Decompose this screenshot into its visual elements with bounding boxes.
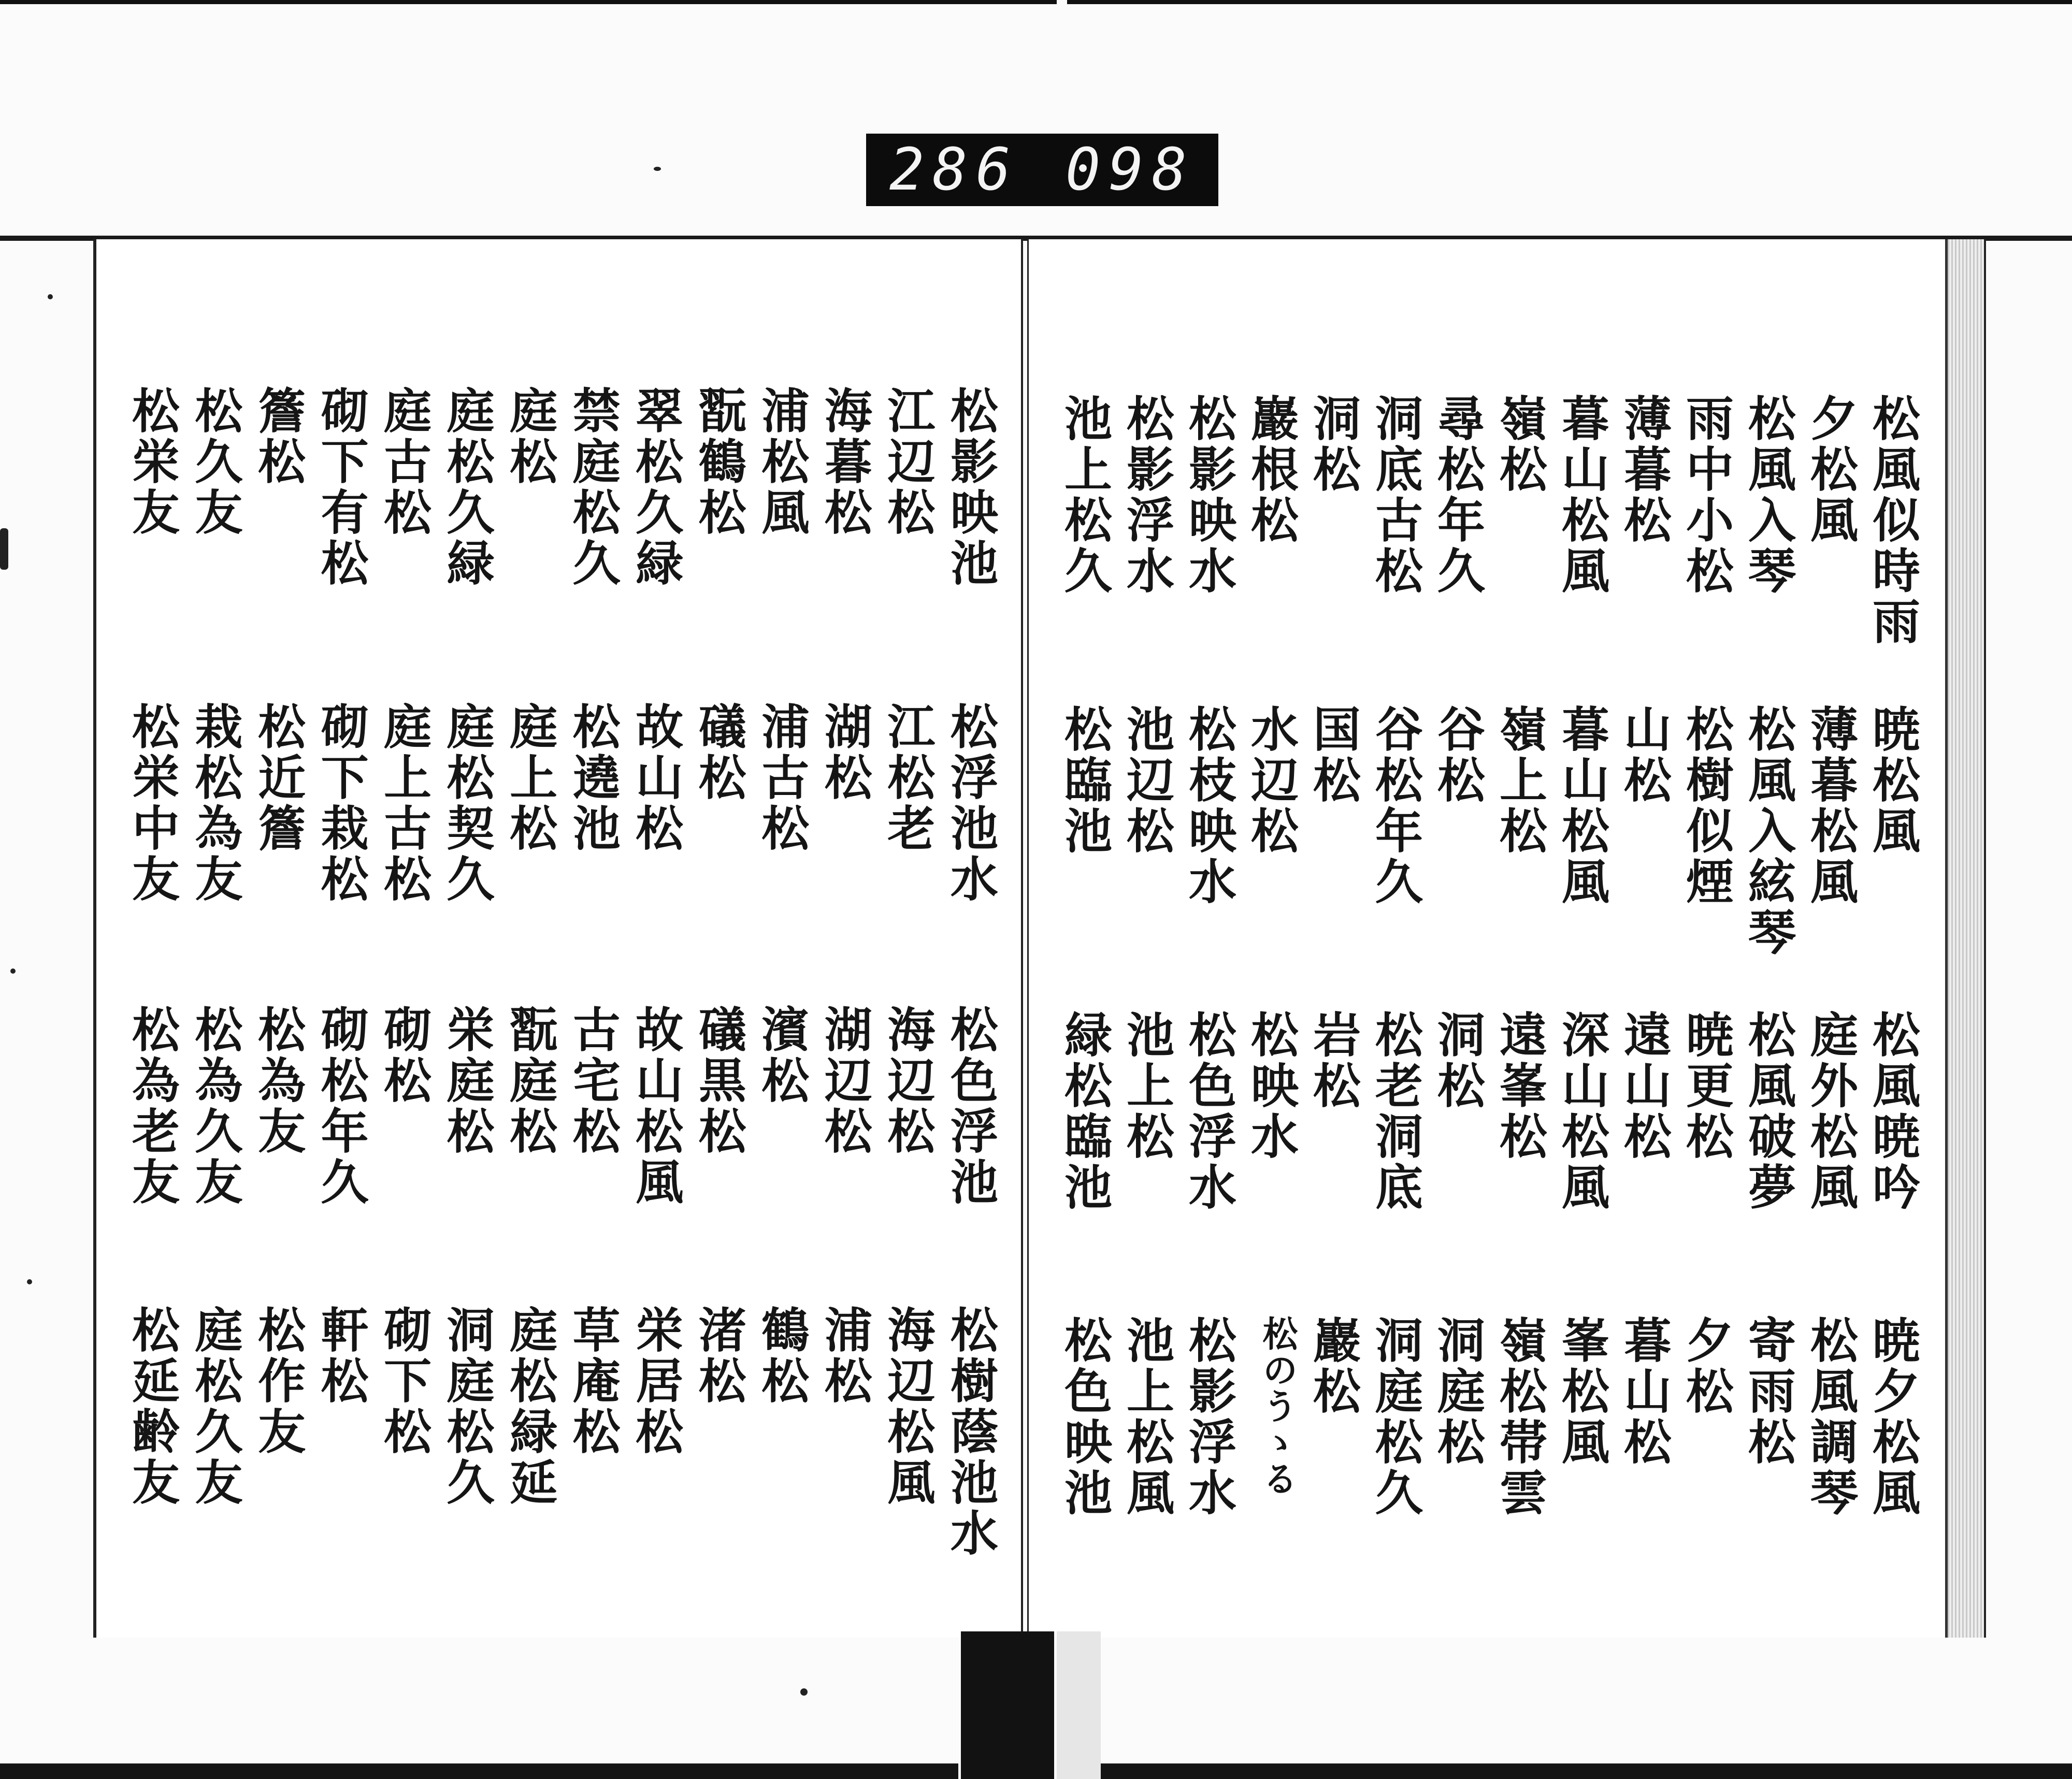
topic-entry: 暁松風: [1865, 704, 1921, 857]
topic-entry: 洞松: [1305, 394, 1361, 495]
topic-entry: 庭松久緑: [439, 386, 495, 589]
topic-entry: 松為友: [250, 1005, 307, 1157]
topic-entry: 松延齢友: [124, 1305, 180, 1508]
scan-speck: [0, 528, 8, 570]
topic-entry: 暮山松: [1616, 1315, 1672, 1468]
topic-entry: 尋松年久: [1430, 394, 1486, 597]
right-page-row-1: [1057, 394, 1921, 647]
topic-entry: 松老洞底: [1368, 1010, 1423, 1213]
scan-speck: [10, 968, 16, 974]
topic-entry: 洞庭松久: [439, 1305, 495, 1508]
topic-entry: 洞底古松: [1368, 394, 1423, 597]
right-page-row-3: [1057, 1010, 1921, 1213]
scan-top-gap: [1057, 0, 1067, 4]
topic-entry: 簷松: [250, 386, 307, 487]
topic-entry: 庭松久友: [187, 1305, 243, 1508]
topic-entry: 礒黒松: [690, 1005, 747, 1157]
topic-entry: 庭松契久: [439, 702, 495, 905]
topic-entry: 嶺松帯雲: [1492, 1315, 1548, 1518]
topic-entry: 遠峯松: [1492, 1010, 1548, 1162]
scan-speck: [654, 167, 661, 171]
topic-entry: 海辺松風: [880, 1305, 936, 1508]
topic-entry: 松色浮水: [1181, 1010, 1237, 1213]
topic-entry: 故山松風: [628, 1005, 684, 1208]
frame-number-left: 286: [889, 136, 1019, 204]
topic-entry: 松枝映水: [1181, 704, 1237, 907]
topic-entry: 江辺松: [880, 386, 936, 538]
topic-entry: 松風調琴: [1803, 1315, 1859, 1518]
topic-entry: 松栄友: [124, 386, 180, 538]
topic-entry: 松臨池: [1057, 704, 1113, 857]
topic-entry: 庭上古松: [376, 702, 433, 905]
topic-entry: 岩松: [1305, 1010, 1361, 1111]
topic-entry: 松樹似煙: [1678, 704, 1734, 907]
topic-entry: 嶺松: [1492, 394, 1548, 495]
topic-entry: 巖松: [1305, 1315, 1361, 1417]
frame-number-right: 098: [1065, 136, 1196, 204]
topic-entry: 遠山松: [1616, 1010, 1672, 1162]
topic-entry: 庭上松: [502, 702, 558, 854]
topic-entry: 草庵松: [565, 1305, 621, 1457]
topic-entry: 暁更松: [1678, 1010, 1734, 1162]
topic-entry: 禁庭松久: [565, 386, 621, 589]
topic-entry: 薄暮松: [1616, 394, 1672, 546]
topic-entry: 松浮池水: [942, 702, 999, 905]
topic-entry: 栽松為友: [187, 702, 243, 905]
topic-entry: 栄居松: [628, 1305, 684, 1457]
topic-entry: 松風入琴: [1740, 394, 1796, 597]
topic-entry: 夕松: [1678, 1315, 1734, 1417]
topic-entry: 庭外松風: [1803, 1010, 1859, 1213]
topic-entry: 松作友: [250, 1305, 307, 1457]
topic-entry: 松影映池: [942, 386, 999, 589]
left-page-row-3: [124, 1005, 999, 1208]
topic-entry: 松影映水: [1181, 394, 1237, 597]
left-page-row-4: [124, 1305, 999, 1559]
right-page-row-2: [1057, 704, 1921, 958]
topic-entry: 松樹蔭池水: [942, 1305, 999, 1559]
left-page-row-1: [124, 386, 999, 589]
left-page-row-2: [124, 702, 999, 905]
topic-entry: 松風破夢: [1740, 1010, 1796, 1213]
topic-entry: 渚松: [690, 1305, 747, 1407]
topic-entry: 海辺松: [880, 1005, 936, 1157]
scan-speck: [48, 294, 53, 299]
topic-entry: 松のうゝる: [1257, 1315, 1298, 1497]
topic-entry: 庭松: [502, 386, 558, 487]
topic-entry: 砌下有松: [313, 386, 369, 589]
topic-entry: 松風暁吟: [1865, 1010, 1921, 1213]
gutter-shadow: [961, 1631, 1054, 1779]
topic-entry: 砌下栽松: [313, 702, 369, 905]
topic-entry: 池上松風: [1119, 1315, 1175, 1518]
topic-entry: 翫庭松: [502, 1005, 558, 1157]
topic-entry: 峯松風: [1554, 1315, 1610, 1468]
topic-entry: 暮山松風: [1554, 394, 1610, 597]
topic-entry: 谷松: [1430, 704, 1486, 806]
bottom-shadow-right: [1101, 1763, 2072, 1779]
topic-entry: 谷松年久: [1368, 704, 1423, 907]
topic-entry: 鶴松: [754, 1305, 810, 1407]
topic-entry: 松久友: [187, 386, 243, 538]
scan-speck: [27, 1279, 32, 1284]
topic-entry: 国松: [1305, 704, 1361, 806]
scan-top-rule: [0, 0, 2072, 4]
scan-speck: [800, 1688, 808, 1696]
topic-entry: 砌松年久: [313, 1005, 369, 1208]
topic-entry: 松遶池: [565, 702, 621, 854]
topic-entry: 池上松久: [1057, 394, 1113, 597]
topic-entry: 深山松風: [1554, 1010, 1610, 1213]
topic-entry: 暁夕松風: [1865, 1315, 1921, 1518]
topic-entry: 松映水: [1243, 1010, 1299, 1162]
topic-entry: 松影浮水: [1119, 394, 1175, 597]
right-page-row-4: [1057, 1315, 1921, 1518]
topic-entry: 山松: [1616, 704, 1672, 806]
topic-entry: 翠松久緑: [628, 386, 684, 589]
topic-entry: 松風似時雨: [1865, 394, 1921, 647]
topic-entry: 礒松: [690, 702, 747, 803]
topic-entry: 薄暮松風: [1803, 704, 1859, 907]
bottom-gap: [1057, 1631, 1101, 1779]
topic-entry: 庭松緑延: [502, 1305, 558, 1508]
topic-entry: 松色映池: [1057, 1315, 1113, 1518]
topic-entry: 栄庭松: [439, 1005, 495, 1157]
topic-entry: 水辺松: [1243, 704, 1299, 857]
topic-entry: 緑松臨池: [1057, 1010, 1113, 1213]
topic-entry: 砌下松: [376, 1305, 433, 1457]
page-stack-edge: [1948, 239, 1986, 1638]
bottom-shadow-left: [0, 1763, 958, 1779]
topic-entry: 翫鶴松: [690, 386, 747, 538]
topic-entry: 砌松: [376, 1005, 433, 1106]
topic-entry: 嶺上松: [1492, 704, 1548, 857]
topic-entry: 池上松: [1119, 1010, 1175, 1162]
topic-entry: 寄雨松: [1740, 1315, 1796, 1468]
topic-entry: 軒松: [313, 1305, 369, 1407]
topic-entry: 巖根松: [1243, 394, 1299, 546]
topic-entry: 洞松: [1430, 1010, 1486, 1111]
topic-entry: 浦松: [816, 1305, 873, 1407]
topic-entry: 庭古松: [376, 386, 433, 538]
topic-entry: 雨中小松: [1678, 394, 1734, 597]
frame-number-placard: [866, 134, 1218, 206]
topic-entry: 海暮松: [816, 386, 873, 538]
topic-entry: 湖松: [816, 702, 873, 803]
topic-entry: 洞庭松: [1430, 1315, 1486, 1468]
topic-entry: 松色浮池: [942, 1005, 999, 1208]
topic-entry: 松為久友: [187, 1005, 243, 1208]
topic-entry: 松栄中友: [124, 702, 180, 905]
topic-entry: 暮山松風: [1554, 704, 1610, 907]
topic-entry: 湖辺松: [816, 1005, 873, 1157]
topic-entry: 松為老友: [124, 1005, 180, 1208]
topic-entry: 江松老: [880, 702, 936, 854]
topic-entry: 池辺松: [1119, 704, 1175, 857]
topic-entry: 松風入絃琴: [1740, 704, 1796, 958]
topic-entry: 夕松風: [1803, 394, 1859, 546]
topic-entry: 浦古松: [754, 702, 810, 854]
topic-entry: 古宅松: [565, 1005, 621, 1157]
topic-entry: 松影浮水: [1181, 1315, 1237, 1518]
topic-entry: 濱松: [754, 1005, 810, 1106]
topic-entry: 浦松風: [754, 386, 810, 538]
topic-entry: 故山松: [628, 702, 684, 854]
topic-entry: 松近簷: [250, 702, 307, 854]
topic-entry: 洞庭松久: [1368, 1315, 1423, 1518]
